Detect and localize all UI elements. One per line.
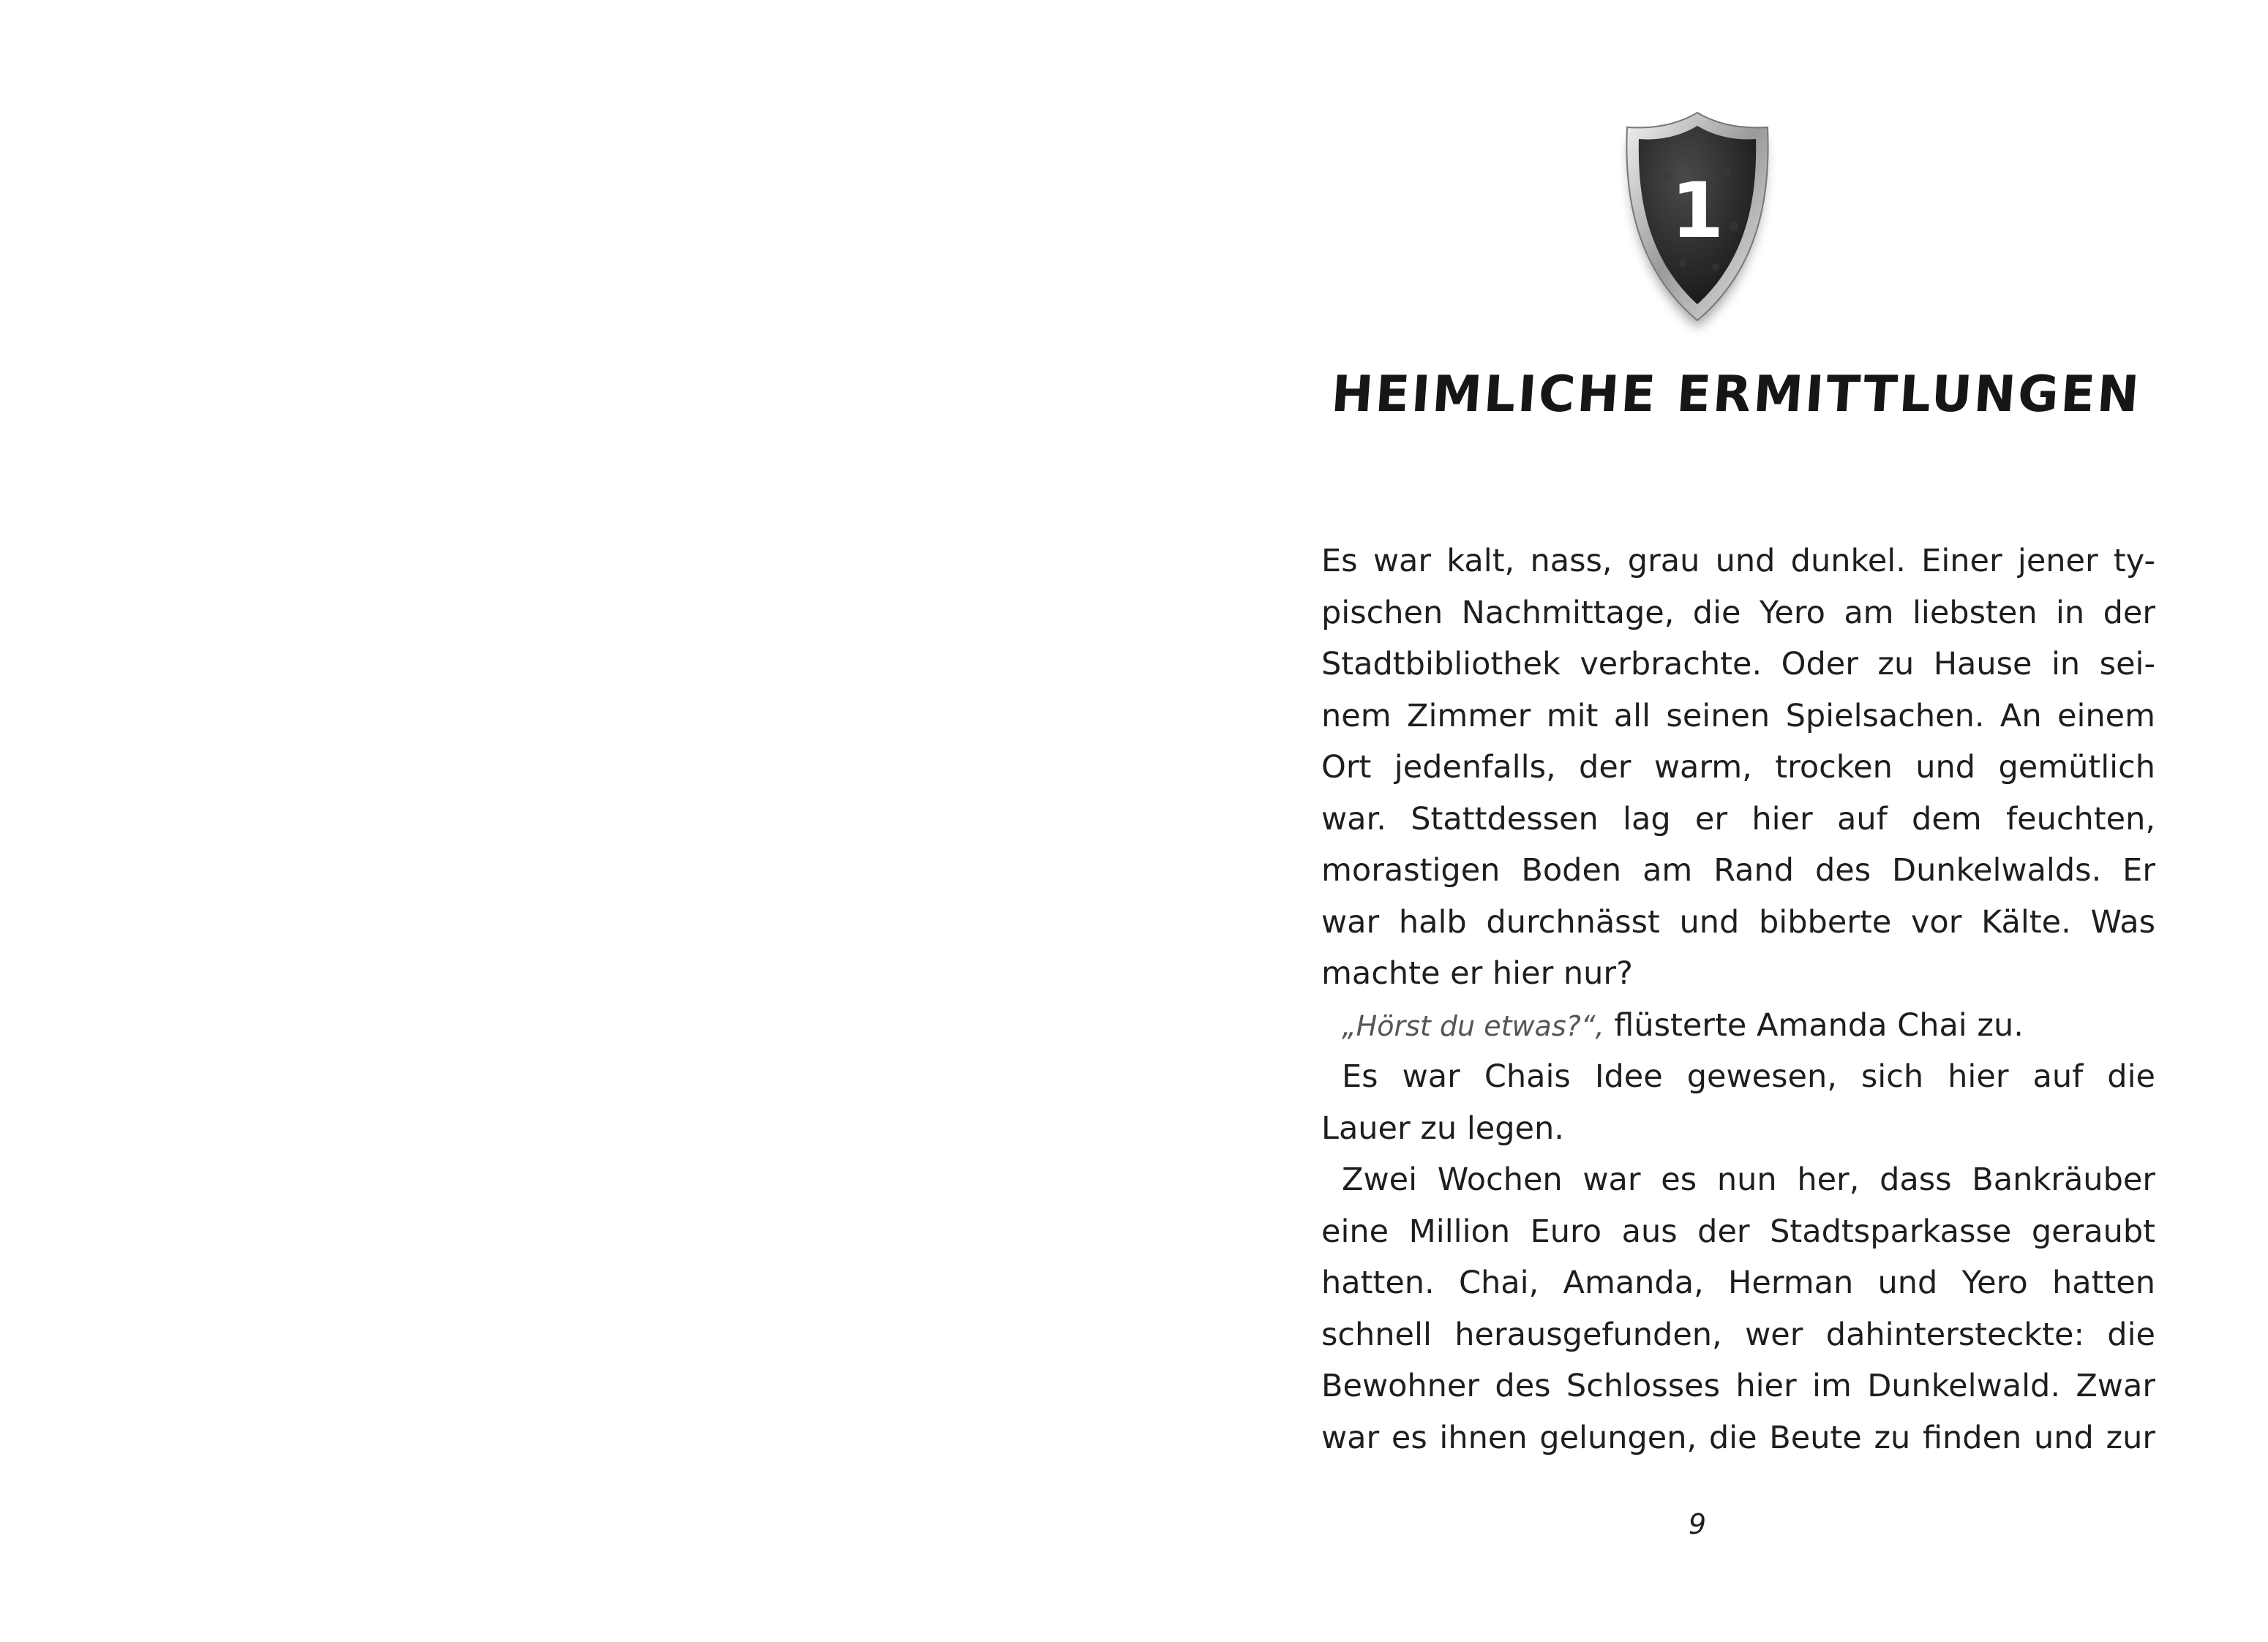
chapter-number: 1 [1670, 166, 1724, 255]
text-line: hatten. Chai, Amanda, Herman und Yero hatten [1321, 1265, 2155, 1301]
page-number: 9 [1688, 1508, 1707, 1540]
text-line: war halb durchnässt und bibberte vor Kälte. Was [1321, 903, 2155, 941]
dialogue-rest: flüsterte Amanda Chai zu. [1604, 1006, 2024, 1044]
dialogue-line [1321, 1000, 2155, 1052]
chapter-title: HEIMLICHE ERMITTLUNGEN [1329, 366, 2143, 423]
text-line: war es ihnen gelungen, die Beute zu finden und zur [1321, 1419, 2155, 1456]
text-line: Bewohner des Schlosses hier im Dunkelwald. Zwar [1321, 1368, 2155, 1404]
text-line: Ort jedenfalls, der warm, trocken und gemütlich [1321, 749, 2155, 786]
text-line: machte er hier nur? [1321, 955, 1633, 992]
text-line: nem Zimmer mit all seinen Spielsachen. An einem [1321, 697, 2155, 734]
text-line: morastigen Boden am Rand des Dunkelwalds. Er [1321, 852, 2155, 889]
text-line: Zwei Wochen war es nun her, dass Bankräuber [1342, 1161, 2155, 1198]
right-page [1134, 0, 2268, 1642]
text-line: Stadtbibliothek verbrachte. Oder zu Hause in sei- [1321, 646, 2155, 682]
dialogue-quote: „Hörst du etwas?“, [1342, 1009, 1604, 1042]
body-text [1321, 535, 2155, 1464]
text-line: pischen Nachmittage, die Yero am liebsten in der [1321, 594, 2155, 631]
text-line: war. Stattdessen lag er hier auf dem feuchten, [1321, 800, 2155, 837]
text-line: Es war kalt, nass, grau und dunkel. Einer jener ty- [1321, 543, 2155, 579]
text-line: schnell herausgefunden, wer dahintersteckte: die [1321, 1316, 2155, 1353]
text-line: Es war Chais Idee gewesen, sich hier auf die [1342, 1058, 2155, 1095]
text-line: eine Million Euro aus der Stadtsparkasse geraubt [1321, 1213, 2155, 1250]
text-line: Lauer zu legen. [1321, 1110, 1564, 1147]
